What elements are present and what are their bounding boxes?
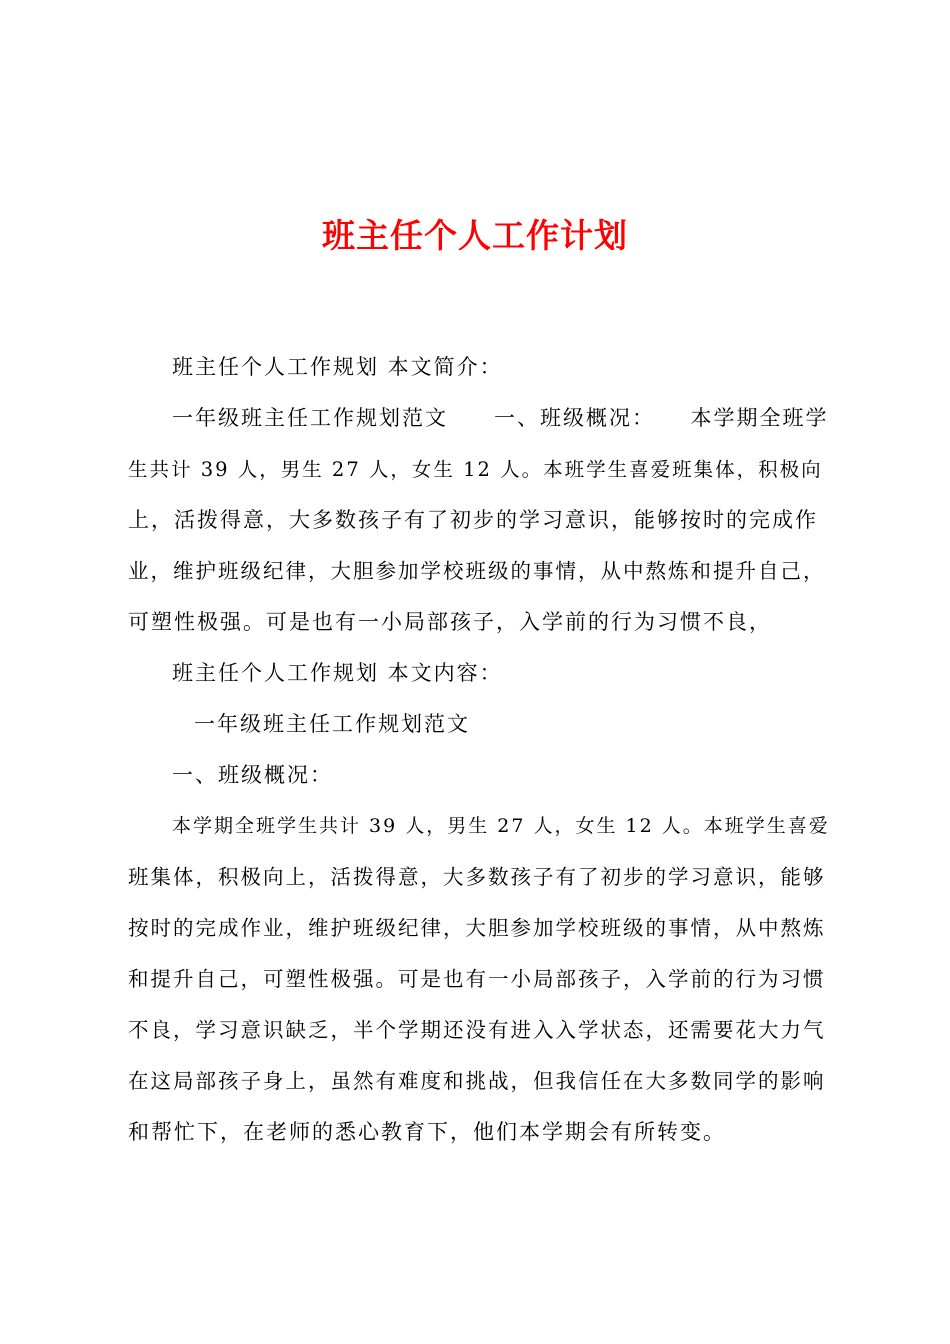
- section-line: 不良，学习意识缺乏，半个学期还没有进入入学状态，还需要花大力气: [128, 1018, 826, 1042]
- intro-line: 一年级班主任工作规划范文 一、班级概况： 本学期全班学: [172, 406, 829, 430]
- content-heading: 班主任个人工作规划 本文内容：: [172, 661, 503, 685]
- section-line: 和提升自己，可塑性极强。可是也有一小局部孩子，入学前的行为习惯: [128, 967, 826, 991]
- section-line: 本学期全班学生共计 39 人，男生 27 人，女生 12 人。本班学生喜爱: [172, 815, 830, 837]
- intro-line: 生共计 39 人，男生 27 人，女生 12 人。本班学生喜爱班集体，积极向: [128, 458, 823, 481]
- document-title: 班主任个人工作计划: [322, 216, 628, 255]
- section-paragraph: [128, 801, 832, 1158]
- section-line: 在这局部孩子身上，虽然有难度和挑战，但我信任在大多数同学的影响: [128, 1069, 826, 1093]
- intro-line: 可塑性极强。可是也有一小局部孩子，入学前的行为习惯不良，: [128, 610, 772, 634]
- section-line: 班集体，积极向上，活拨得意，大多数孩子有了初步的学习意识，能够: [128, 865, 826, 889]
- section-heading: 一、班级概况：: [172, 763, 333, 787]
- intro-line: 上，活拨得意，大多数孩子有了初步的学习意识，能够按时的完成作: [128, 508, 818, 532]
- intro-heading: 班主任个人工作规划 本文简介：: [172, 355, 503, 379]
- intro-paragraph: [128, 393, 832, 648]
- section-line: 按时的完成作业，维护班级纪律，大胆参加学校班级的事情，从中熬炼: [128, 916, 826, 940]
- document-body: [128, 342, 832, 1158]
- content-subheading: 一年级班主任工作规划范文: [194, 712, 470, 736]
- section-line: 和帮忙下，在老师的悉心教育下，他们本学期会有所转变。: [128, 1120, 726, 1144]
- intro-line: 业，维护班级纪律，大胆参加学校班级的事情，从中熬炼和提升自己，: [128, 559, 826, 583]
